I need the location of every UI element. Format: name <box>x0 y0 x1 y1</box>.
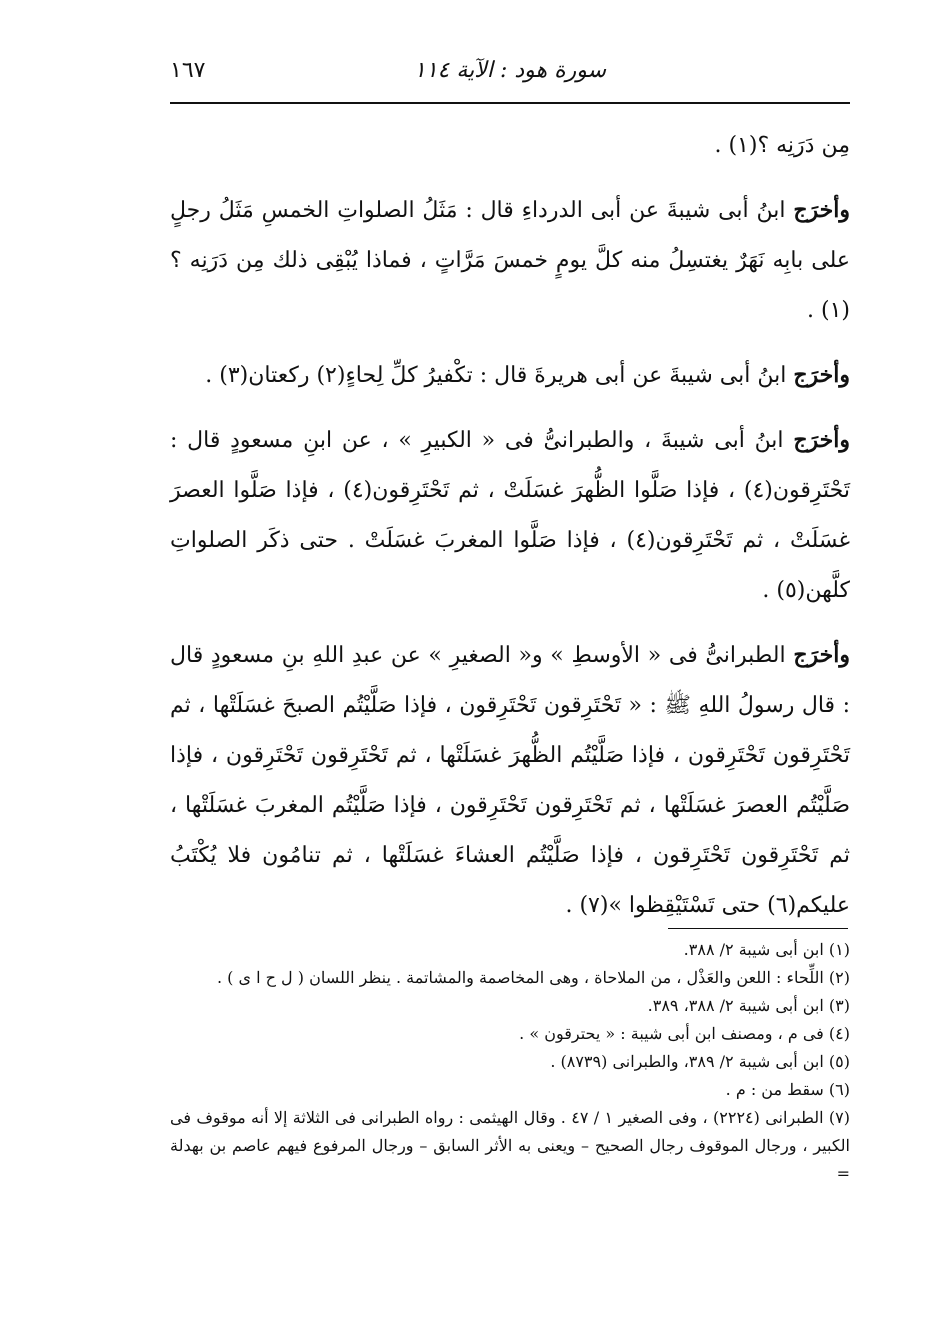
paragraph-4 <box>170 415 850 616</box>
paragraph-lead: وأخرَج <box>793 362 850 388</box>
main-text <box>170 120 850 945</box>
page-header <box>170 56 850 96</box>
footnote-divider <box>668 928 848 929</box>
paragraph-text: الطبرانىُّ فى « الأوسطِ » و« الصغيرِ » عن عبدِ اللهِ بنِ مسعودٍ قال : قال رسولُ اللهِ ﷺ : « تَحْتَرِقون تَحْتَرِقون ، فإذا صَلَّيْتُم الصبحَ غسَلَتْها ، ثم تَحْتَرِقون تَحْتَرِقون ، فإذا صَلَّيْتُم الظُّهرَ غسَلَتْها ، ثم تَحْتَرِقون تَحْتَرِقون ، فإذا صَلَّيْتُم العصرَ غسَلَتْها ، ثم تَحْتَرِقون تَحْتَرِقون ، فإذا صَلَّيْتُم المغربَ غسَلَتْها ، ثم تَحْتَرِقون تَحْتَرِقون ، فإذا صَلَّيْتُم العشاءَ غسَلَتْها ، ثم تنامُون فلا يُكْتَبُ عليكم(٦) حتى تَسْتَيْقِظوا »(٧) . <box>170 643 850 918</box>
footnote-3: (٣) ابن أبى شيبة ٢/ ٣٨٨، ٣٨٩. <box>647 996 850 1015</box>
footnote-5: (٥) ابن أبى شيبة ٢/ ٣٨٩، والطبرانى (٨٧٣٩) . <box>550 1052 850 1071</box>
header-divider <box>170 102 850 104</box>
footnote-7: (٧) الطبرانى (٢٢٢٤) ، وفى الصغير ١ / ٤٧ . وقال الهيثمى : رواه الطبرانى فى الثلاثة إلا أنه موقوف فى الكبير ، ورجال الموقوف رجال الصحيح – ويعنى به الأثر السابق – ورجال المرفوع فيهم عاصم بن بهدلة = <box>170 1108 850 1183</box>
paragraph-1 <box>170 120 850 171</box>
page-number: ١٦٧ <box>170 58 206 83</box>
running-title: سورة هود : الآية ١١٤ <box>413 58 607 83</box>
footnote-4: (٤) فى م ، ومصنف ابن أبى شيبة : « يحترقون » . <box>519 1024 850 1043</box>
paragraph-lead: وأخرَج <box>793 197 850 223</box>
paragraph-5 <box>170 630 850 931</box>
paragraph-text: ابنُ أبى شيبةَ عن أبى الدرداءِ قال : مَثَلُ الصلواتِ الخمسِ مَثَلُ رجلٍ على بابِه نَهَرٌ يغتسِلُ منه كلَّ يومٍ خمسَ مَرَّاتٍ ، فماذا يُبْقِى ذلك مِن دَرَنِه ؟(١) . <box>170 198 850 323</box>
paragraph-text: ابنُ أبى شيبةَ عن أبى هريرةَ قال : تكْفيرُ كلِّ لِحاءٍ(٢) ركعتان(٣) . <box>205 363 794 388</box>
footnote-6: (٦) سقط من : م . <box>725 1080 850 1099</box>
paragraph-lead: وأخرَج <box>793 427 850 453</box>
footnote-2: (٢) اللِّحاء : اللعن والعَذْل ، من الملاحاة ، وهى المخاصمة والمشاتمة . ينظر اللسان ( ل ح ا ى ) . <box>216 968 850 987</box>
paragraph-3 <box>170 350 850 401</box>
paragraph-2 <box>170 185 850 336</box>
paragraph-lead: وأخرَج <box>793 642 850 668</box>
footnotes <box>170 936 850 1188</box>
footnote-1: (١) ابن أبى شيبة ٢/ ٣٨٨. <box>683 940 850 959</box>
paragraph-text: ابنُ أبى شيبةَ ، والطبرانىُّ فى « الكبيرِ » ، عن ابنِ مسعودٍ قال : تَحْتَرِقون(٤) ، فإذا صَلَّوا الظُّهرَ غسَلَتْ ، ثم تَحْتَرِقون(٤) ، فإذا صَلَّوا العصرَ غسَلَتْ ، ثم تَحْتَرِقون(٤) ، فإذا صَلَّوا المغربَ غسَلَتْ . حتى ذكَر الصلواتِ كلَّهن(٥) . <box>170 428 851 603</box>
paragraph-text: مِن دَرَنِه ؟(١) . <box>714 133 850 158</box>
